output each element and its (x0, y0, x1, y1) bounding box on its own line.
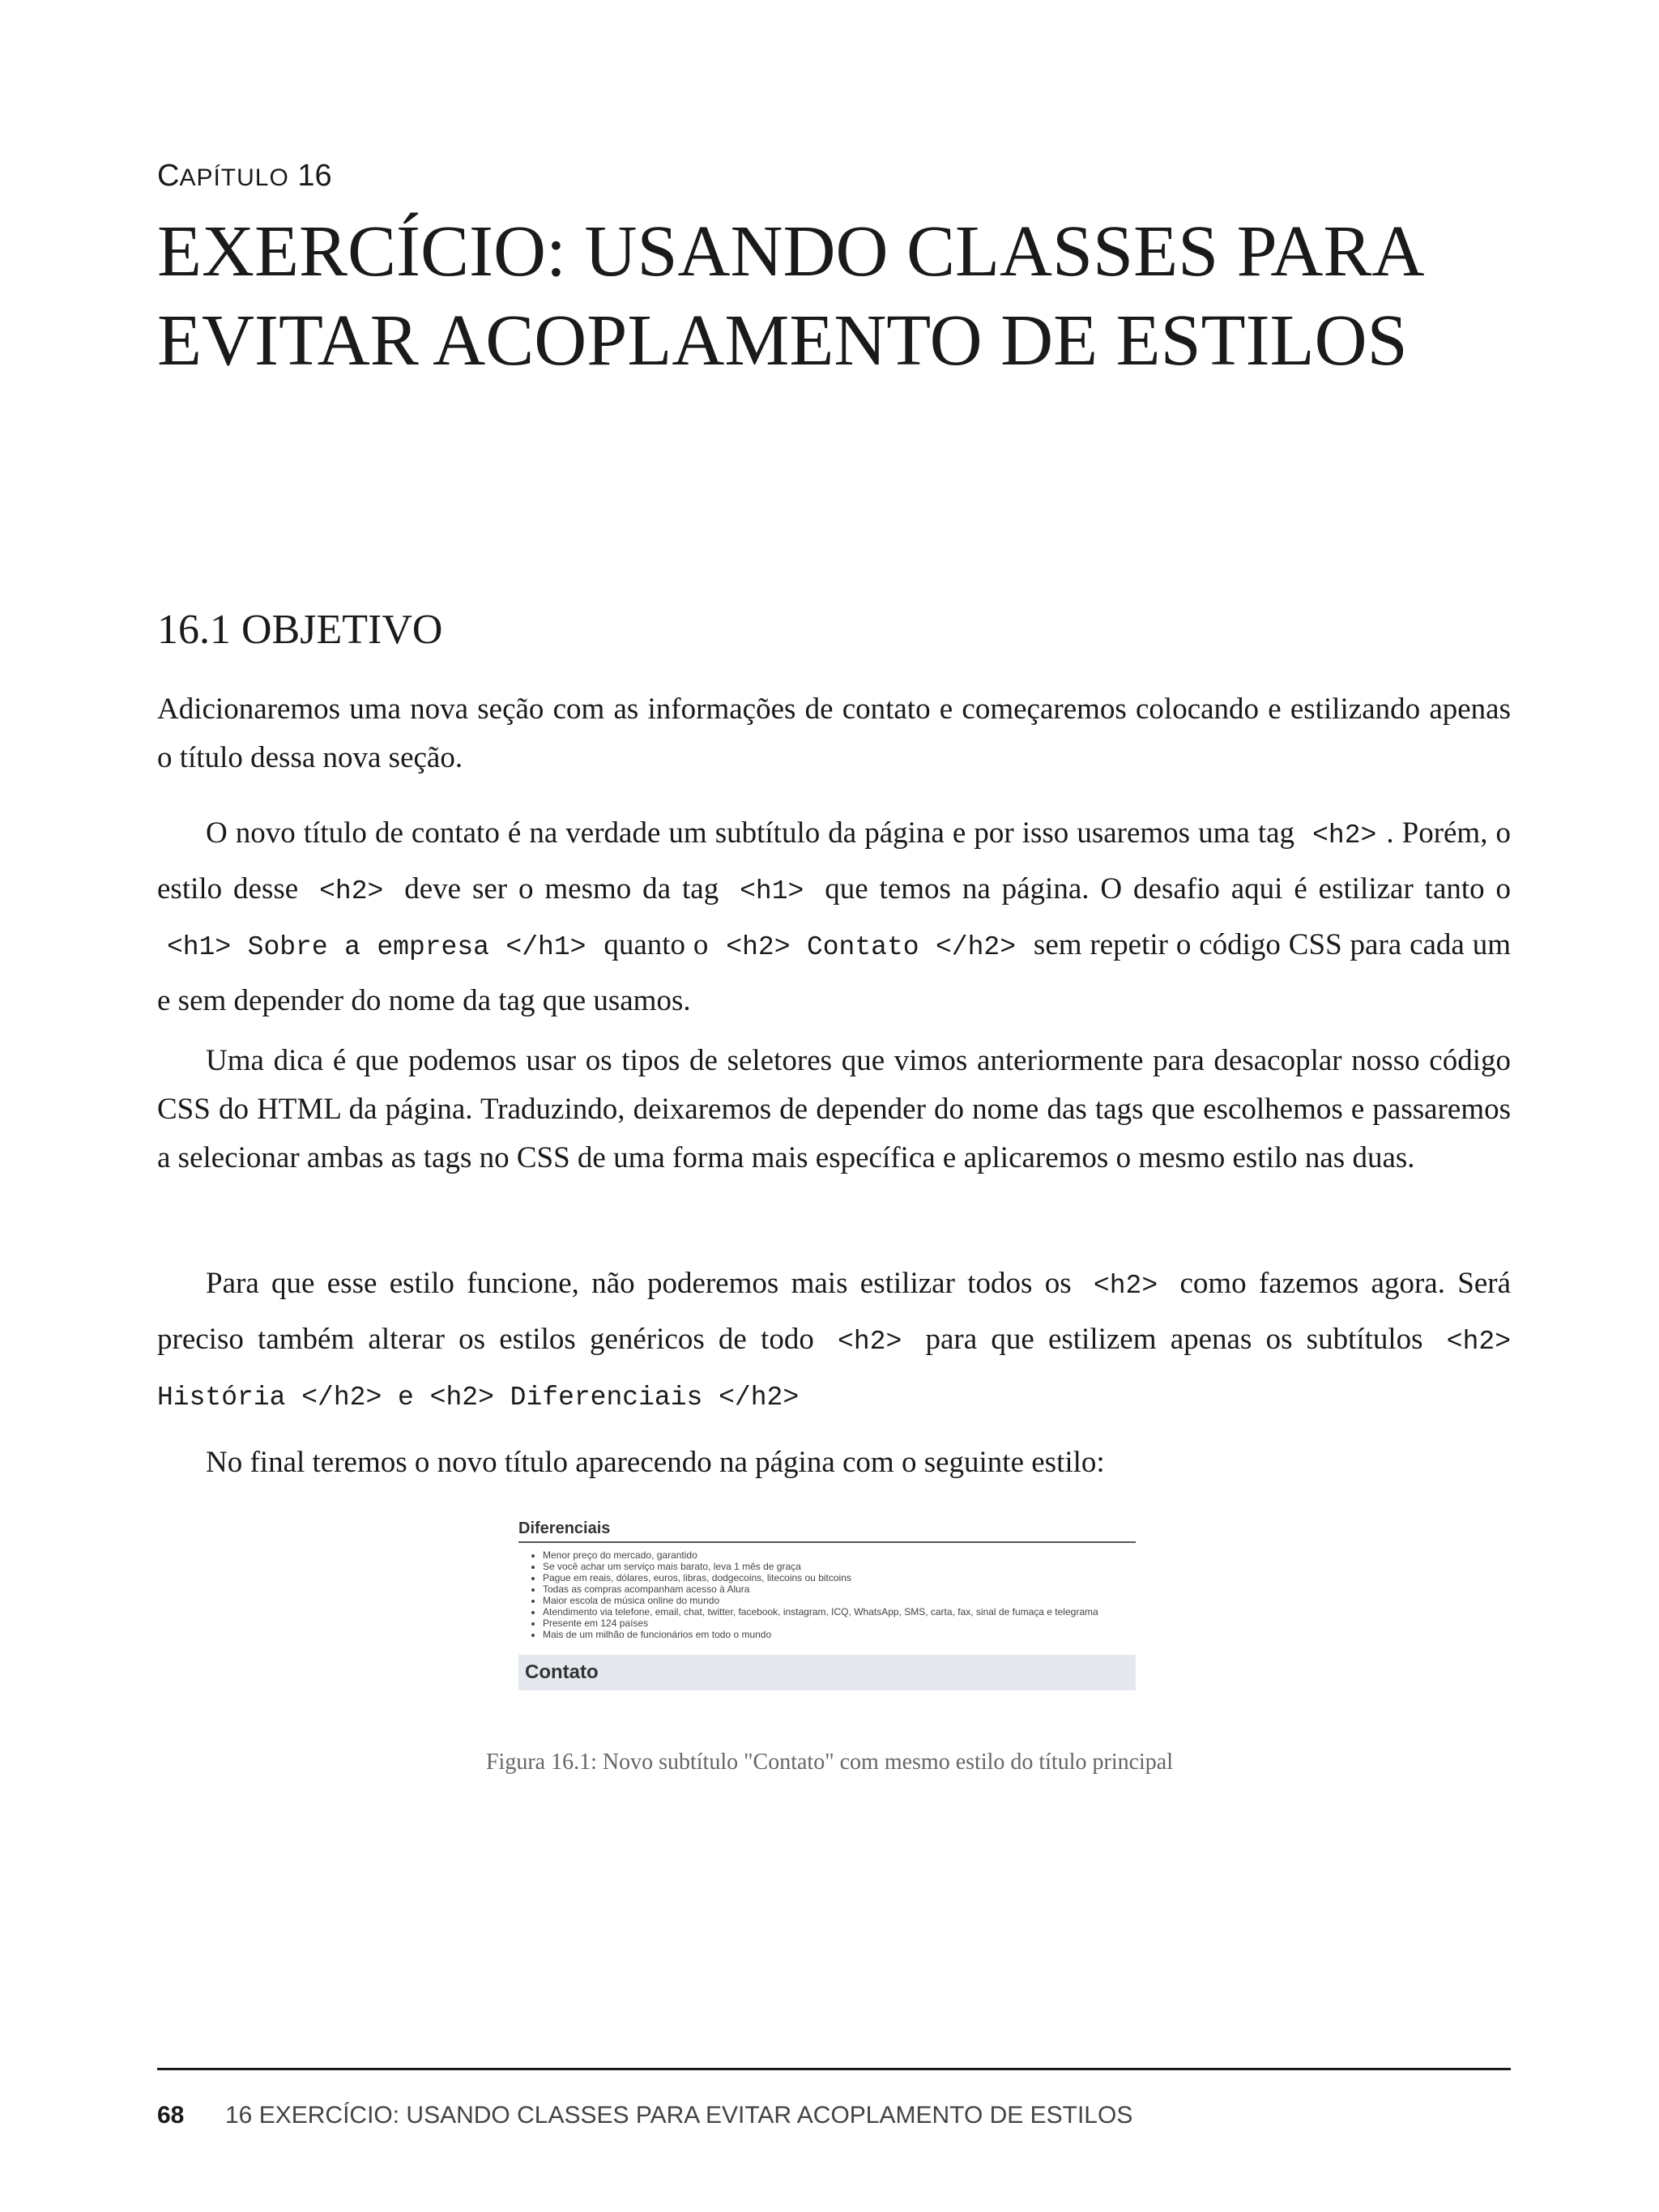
list-item: • Mais de um milhão de funcionários em todo o mundo (543, 1629, 1126, 1640)
list-item: • Se você achar um serviço mais barato, leva 1 mês de graça (543, 1561, 1126, 1572)
inline-code: <h2> História </h2> e <h2> Diferenciais </h2> (157, 1327, 1512, 1413)
paragraph-3: Uma dica é que podemos usar os tipos de seletores que vimos anteriormente para desacoplar nosso código CSS do HTML da página. Traduzindo, deixaremos de depender do nome das tags que escolhemos e passaremos a selecionar ambas as tags no CSS de uma forma mais específica e aplicaremos o mesmo estilo nas duas. (157, 1044, 1511, 1174)
running-title: 16 EXERCÍCIO: USANDO CLASSES PARA EVITAR ACOPLAMENTO DE ESTILOS (225, 2102, 1133, 2129)
footer-divider (157, 2068, 1511, 2070)
inline-code: <h2> (1093, 1271, 1158, 1301)
chapter-label-rest: APÍTULO (179, 164, 289, 191)
figure-heading: Diferenciais (518, 1519, 1136, 1543)
page-number: 68 (157, 2102, 185, 2129)
chapter-label (157, 159, 332, 194)
paragraph-2: O novo título de contato é na verdade um subtítulo da página e por isso usaremos uma tag <h2> . Porém, o estilo desse <h2> deve ser o mesmo da tag <h1> que temos na página. O desafio aqui é estilizar tanto o <h1> Sobre a empresa </h1> quanto o <h2> Contato </h2> sem repetir o código CSS para cada um e sem depender do nome da tag que usamos. (157, 816, 1512, 1017)
figure-contato-heading: Contato (518, 1655, 1136, 1690)
list-item: • Pague em reais, dólares, euros, libras, dodgecoins, litecoins ou bitcoins (543, 1572, 1126, 1583)
paragraph-5: No final teremos o novo título aparecendo na página com o seguinte estilo: (206, 1446, 1105, 1479)
chapter-title: EXERCÍCIO: USANDO CLASSES PARA EVITAR ACOPLAMENTO DE ESTILOS (157, 211, 1421, 381)
section-title: 16.1 OBJETIVO (157, 607, 443, 653)
paragraph-4: Para que esse estilo funcione, não poderemos mais estilizar todos os <h2> como fazemos agora. Será preciso também alterar os estilos genéricos de todo <h2> para que estilizem apenas os subtítulos <h2> História </h2> e <h2> Diferenciais </h2> (157, 1267, 1512, 1413)
inline-code: <h2> (319, 876, 384, 906)
inline-code: <h2> (1312, 820, 1377, 850)
figure-list (518, 1549, 1126, 1640)
paragraph-1: Adicionaremos uma nova seção com as informações de contato e começaremos colocando e estilizando apenas o título dessa nova seção. (157, 693, 1511, 774)
list-item: • Presente em 124 países (543, 1617, 1126, 1629)
list-item: • Menor preço do mercado, garantido (543, 1549, 1126, 1561)
inline-code: <h1> (740, 876, 804, 906)
chapter-label-initial: C (157, 159, 180, 193)
chapter-number: 16 (297, 159, 332, 193)
inline-code: <h2> (838, 1327, 902, 1357)
inline-code: <h1> Sobre a empresa </h1> (167, 932, 586, 962)
list-item: • Atendimento via telefone, email, chat, twitter, facebook, instagram, ICQ, WhatsApp, SMS, carta, fax, sinal de fumaça e telegrama (543, 1606, 1126, 1617)
list-item: • Maior escola de música online do mundo (543, 1595, 1126, 1606)
figure-screenshot (518, 1519, 1142, 1719)
inline-code: <h2> Contato </h2> (726, 932, 1017, 962)
list-item: • Todas as compras acompanham acesso à Alura (543, 1583, 1126, 1595)
figure-caption: Figura 16.1: Novo subtítulo "Contato" com mesmo estilo do título principal (485, 1750, 1174, 1775)
